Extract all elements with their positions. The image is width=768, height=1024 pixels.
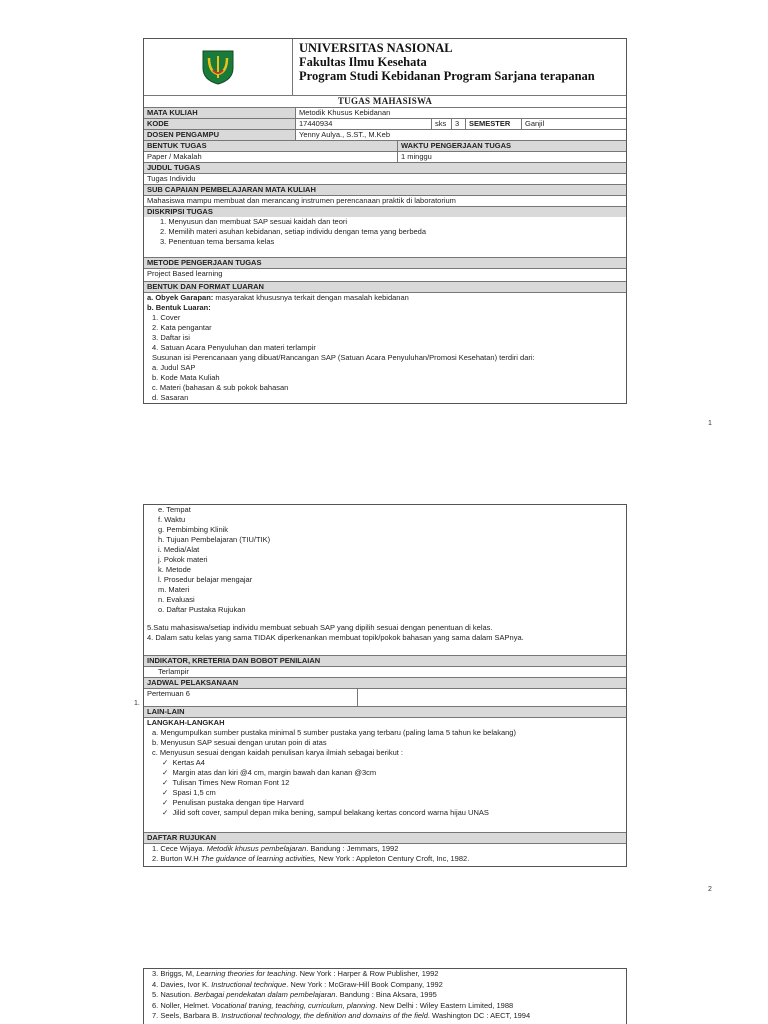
diskripsi-item: 3. Penentuan tema bersama kelas [160, 237, 275, 246]
sap-item: b. Kode Mata Kuliah [152, 373, 220, 382]
rujukan-title: Berbagai pendekatan dalam pembelajaran [194, 990, 336, 999]
mata-kuliah-row [144, 108, 626, 119]
metode-label: METODE PENGERJAAN TUGAS [144, 258, 626, 269]
rujukan-author: 5. Nasution. [152, 990, 195, 999]
sap-item: e. Tempat [158, 505, 191, 514]
diskripsi-item: 1. Menyusun dan membuat SAP sesuai kaidah dan teori [160, 217, 348, 226]
rujukan-publisher: . Washington DC : AECT, 1994 [427, 1011, 531, 1020]
note-item: 4. Dalam satu kelas yang sama TIDAK diperkenankan membuat topik/pokok bahasan yang sama dalam SAPnya. [147, 633, 524, 642]
page-2-form [143, 504, 627, 867]
check-item [144, 778, 626, 788]
crest-icon [200, 48, 236, 86]
sap-item: l. Prosedur belajar mengajar [158, 575, 253, 584]
luaran-item: 4. Satuan Acara Penyuluhan dan materi terlampir [152, 343, 316, 352]
rujukan-list [144, 844, 626, 866]
rujukan-publisher: . New York : Harper & Row Publisher, 1992 [295, 969, 439, 978]
rujukan-title: Metodik khusus pembelajaran [206, 844, 307, 853]
page-3-form [143, 968, 627, 1024]
langkah-item: b. Menyusun SAP sesuai dengan urutan poin di atas [152, 738, 327, 747]
rujukan-title: Instructional technique [211, 979, 287, 989]
checkmark-icon: ✓ [162, 768, 173, 777]
rujukan-title: Vocational traning, teaching, curriculum, planning [211, 1000, 376, 1010]
checkmark-icon: ✓ [162, 758, 173, 767]
header-titles [293, 39, 601, 95]
page-number-1: 1 [708, 420, 712, 427]
jadwal-number: 1. [134, 700, 140, 707]
langkah-label: LANGKAH-LANGKAH [147, 718, 225, 727]
waktu-value: 1 minggu [401, 152, 432, 161]
bentuk-value-row [144, 152, 626, 163]
langkah-item: c. Menyusun sesuai dengan kaidah penulisan karya ilmiah sebagai berikut : [152, 748, 403, 757]
check-text: Penulisan pustaka dengan tipe Harvard [172, 798, 304, 807]
luaran-item: 3. Daftar isi [152, 333, 190, 342]
rujukan-author: 3. Briggs, M, [152, 969, 197, 978]
luaran-item: 1. Cover [152, 313, 181, 322]
page-1-form [143, 38, 627, 404]
check-text: Spasi 1,5 cm [172, 788, 216, 797]
waktu-label: WAKTU PENGERJAAN TUGAS [401, 141, 512, 150]
rujukan-author: 7. Seels, Barbara B. [152, 1011, 222, 1020]
checkmark-icon: ✓ [162, 798, 173, 807]
langkah-item: a. Mengumpulkan sumber pustaka minimal 5 sumber pustaka yang terbaru (paling lama 5 tahun ke belakang) [152, 728, 516, 737]
rujukan-list-continued [144, 969, 626, 1022]
dosen-row [144, 130, 626, 141]
rujukan-author: 6. Noller, Helmet. [152, 1000, 212, 1010]
luaran-subtext: Susunan isi Perencanaan yang dibuat/Rancangan SAP (Satuan Acara Penyuluhan/Promosi Kesehatan) terdiri dari: [152, 353, 535, 362]
rujukan-author: 4. Davies, Ivor K. [152, 979, 212, 989]
diskripsi-section [144, 207, 626, 258]
diskripsi-item: 2. Memilih materi asuhan kebidanan, setiap individu dengan tema yang berbeda [160, 227, 427, 236]
check-item [144, 768, 626, 778]
sap-continued [144, 505, 626, 656]
bentuk-value: Paper / Makalah [144, 152, 398, 162]
faculty-name: Fakultas Ilmu Kesehata [299, 55, 427, 69]
sub-capaian-value: Mahasiswa mampu membuat dan merancang instrumen perencanaan praktik di laboratorium [144, 196, 626, 207]
checkmark-icon: ✓ [162, 788, 173, 797]
sub-capaian-label: SUB CAPAIAN PEMBELAJARAN MATA KULIAH [144, 185, 626, 196]
program-name: Program Studi Kebidanan Program Sarjana terapanan [299, 69, 595, 83]
check-text: Jilid soft cover, sampul depan mika bening, sampul belakang kertas concord warna hijau UNAS [172, 808, 489, 817]
sap-item: c. Materi (bahasan & sub pokok bahasan [152, 383, 289, 392]
format-a [144, 293, 626, 303]
check-text: Kertas A4 [172, 758, 205, 767]
rujukan-publisher: . New Delhi : Wiley Eastern Limited, 1988 [375, 1000, 514, 1010]
sap-item: k. Metode [158, 565, 191, 574]
bentuk-label: BENTUK TUGAS [144, 141, 398, 151]
rujukan-item [144, 980, 626, 991]
metode-value: Project Based learning [144, 269, 626, 282]
diskripsi-label: DISKRIPSI TUGAS [144, 207, 626, 217]
sap-item: n. Evaluasi [158, 595, 195, 604]
rujukan-publisher: New York : Appleton Century Croft, Inc, 1982. [316, 854, 470, 863]
check-item [144, 808, 626, 818]
sap-item: m. Materi [158, 585, 190, 594]
check-item [144, 798, 626, 808]
rujukan-item [144, 1001, 626, 1012]
note-item: 5.Satu mahasiswa/setiap individu membuat sebuah SAP yang dipilih sesuai dengan penentuan di kelas. [147, 623, 493, 632]
kode-value: 17440934 [296, 119, 432, 129]
rujukan-item [144, 990, 626, 1001]
luaran-item: 2. Kata pengantar [152, 323, 212, 332]
check-text: Tulisan Times New Roman Font 12 [172, 778, 290, 787]
format-label: BENTUK DAN FORMAT LUARAN [144, 282, 626, 293]
sap-item: o. Daftar Pustaka Rujukan [158, 605, 246, 614]
checkmark-icon: ✓ [162, 808, 173, 817]
kode-row [144, 119, 626, 130]
rujukan-title: Learning theories for teaching [196, 969, 296, 978]
doc-title: TUGAS MAHASISWA [144, 96, 626, 108]
check-item [144, 758, 626, 768]
university-logo [144, 39, 293, 95]
dosen-label: DOSEN PENGAMPU [144, 130, 296, 140]
sap-item: a. Judul SAP [152, 363, 196, 372]
sap-item: h. Tujuan Pembelajaran (TIU/TIK) [158, 535, 271, 544]
sap-item: i. Media/Alat [158, 545, 200, 554]
dosen-value: Yenny Aulya., S.ST., M.Keb [299, 130, 391, 139]
sap-item: j. Pokok materi [158, 555, 208, 564]
format-a-prefix: a. Obyek Garapan: [147, 293, 214, 302]
sks-label: sks [432, 119, 452, 129]
sap-item: d. Sasaran [152, 393, 189, 402]
indikator-value: Terlampir [144, 667, 626, 678]
kode-label: KODE [144, 119, 296, 129]
judul-value: Tugas Individu [144, 174, 626, 185]
mata-kuliah-value: Metodik Khusus Kebidanan [299, 108, 391, 117]
langkah-section [144, 718, 626, 833]
semester-value: Ganjil [525, 119, 545, 128]
university-name: UNIVERSITAS NASIONAL [299, 41, 453, 55]
semester-label: SEMESTER [466, 119, 522, 129]
format-b: b. Bentuk Luaran: [147, 303, 211, 312]
sap-item: g. Pembimbing Klinik [158, 525, 229, 534]
jadwal-value: Pertemuan 6 [144, 689, 358, 706]
sap-item: f. Waktu [158, 515, 186, 524]
format-a-text: masyarakat khususnya terkait dengan masalah kebidanan [213, 293, 409, 302]
rujukan-author: 1. Cece Wijaya. [152, 844, 207, 853]
jadwal-label: JADWAL PELAKSANAAN [144, 678, 626, 689]
rujukan-item [144, 844, 626, 854]
rujukan-item [144, 854, 626, 864]
rujukan-item [144, 969, 626, 980]
rujukan-publisher: . Bandung : Jemmars, 1992 [306, 844, 399, 853]
rujukan-publisher: . Bandung : Bina Aksara, 1995 [335, 990, 437, 999]
jadwal-empty-cell [358, 689, 626, 706]
rujukan-author: 2. Burton W.H [152, 854, 201, 863]
checkmark-icon: ✓ [162, 778, 173, 787]
indikator-label: INDIKATOR, KRETERIA DAN BOBOT PENILAIAN [144, 656, 626, 667]
format-section [144, 293, 626, 403]
sks-value: 3 [452, 119, 466, 129]
lain-label: LAIN-LAIN [144, 707, 626, 718]
judul-label: JUDUL TUGAS [144, 163, 626, 174]
rujukan-publisher: . New York : McGraw-Hill Book Company, 1992 [286, 979, 443, 989]
rujukan-title: The guidance of learning activities, [200, 854, 317, 863]
document-header [144, 39, 626, 96]
check-text: Margin atas dan kiri @4 cm, margin bawah dan kanan @3cm [172, 768, 377, 777]
page-number-2: 2 [708, 886, 712, 893]
rujukan-label: DAFTAR RUJUKAN [144, 833, 626, 844]
mata-kuliah-label: MATA KULIAH [144, 108, 296, 118]
bentuk-header-row [144, 141, 626, 152]
rujukan-title: Instructional technology, the definition and domains of the field [221, 1011, 428, 1020]
rujukan-item [144, 1011, 626, 1022]
check-item [144, 788, 626, 798]
jadwal-row [144, 689, 626, 707]
